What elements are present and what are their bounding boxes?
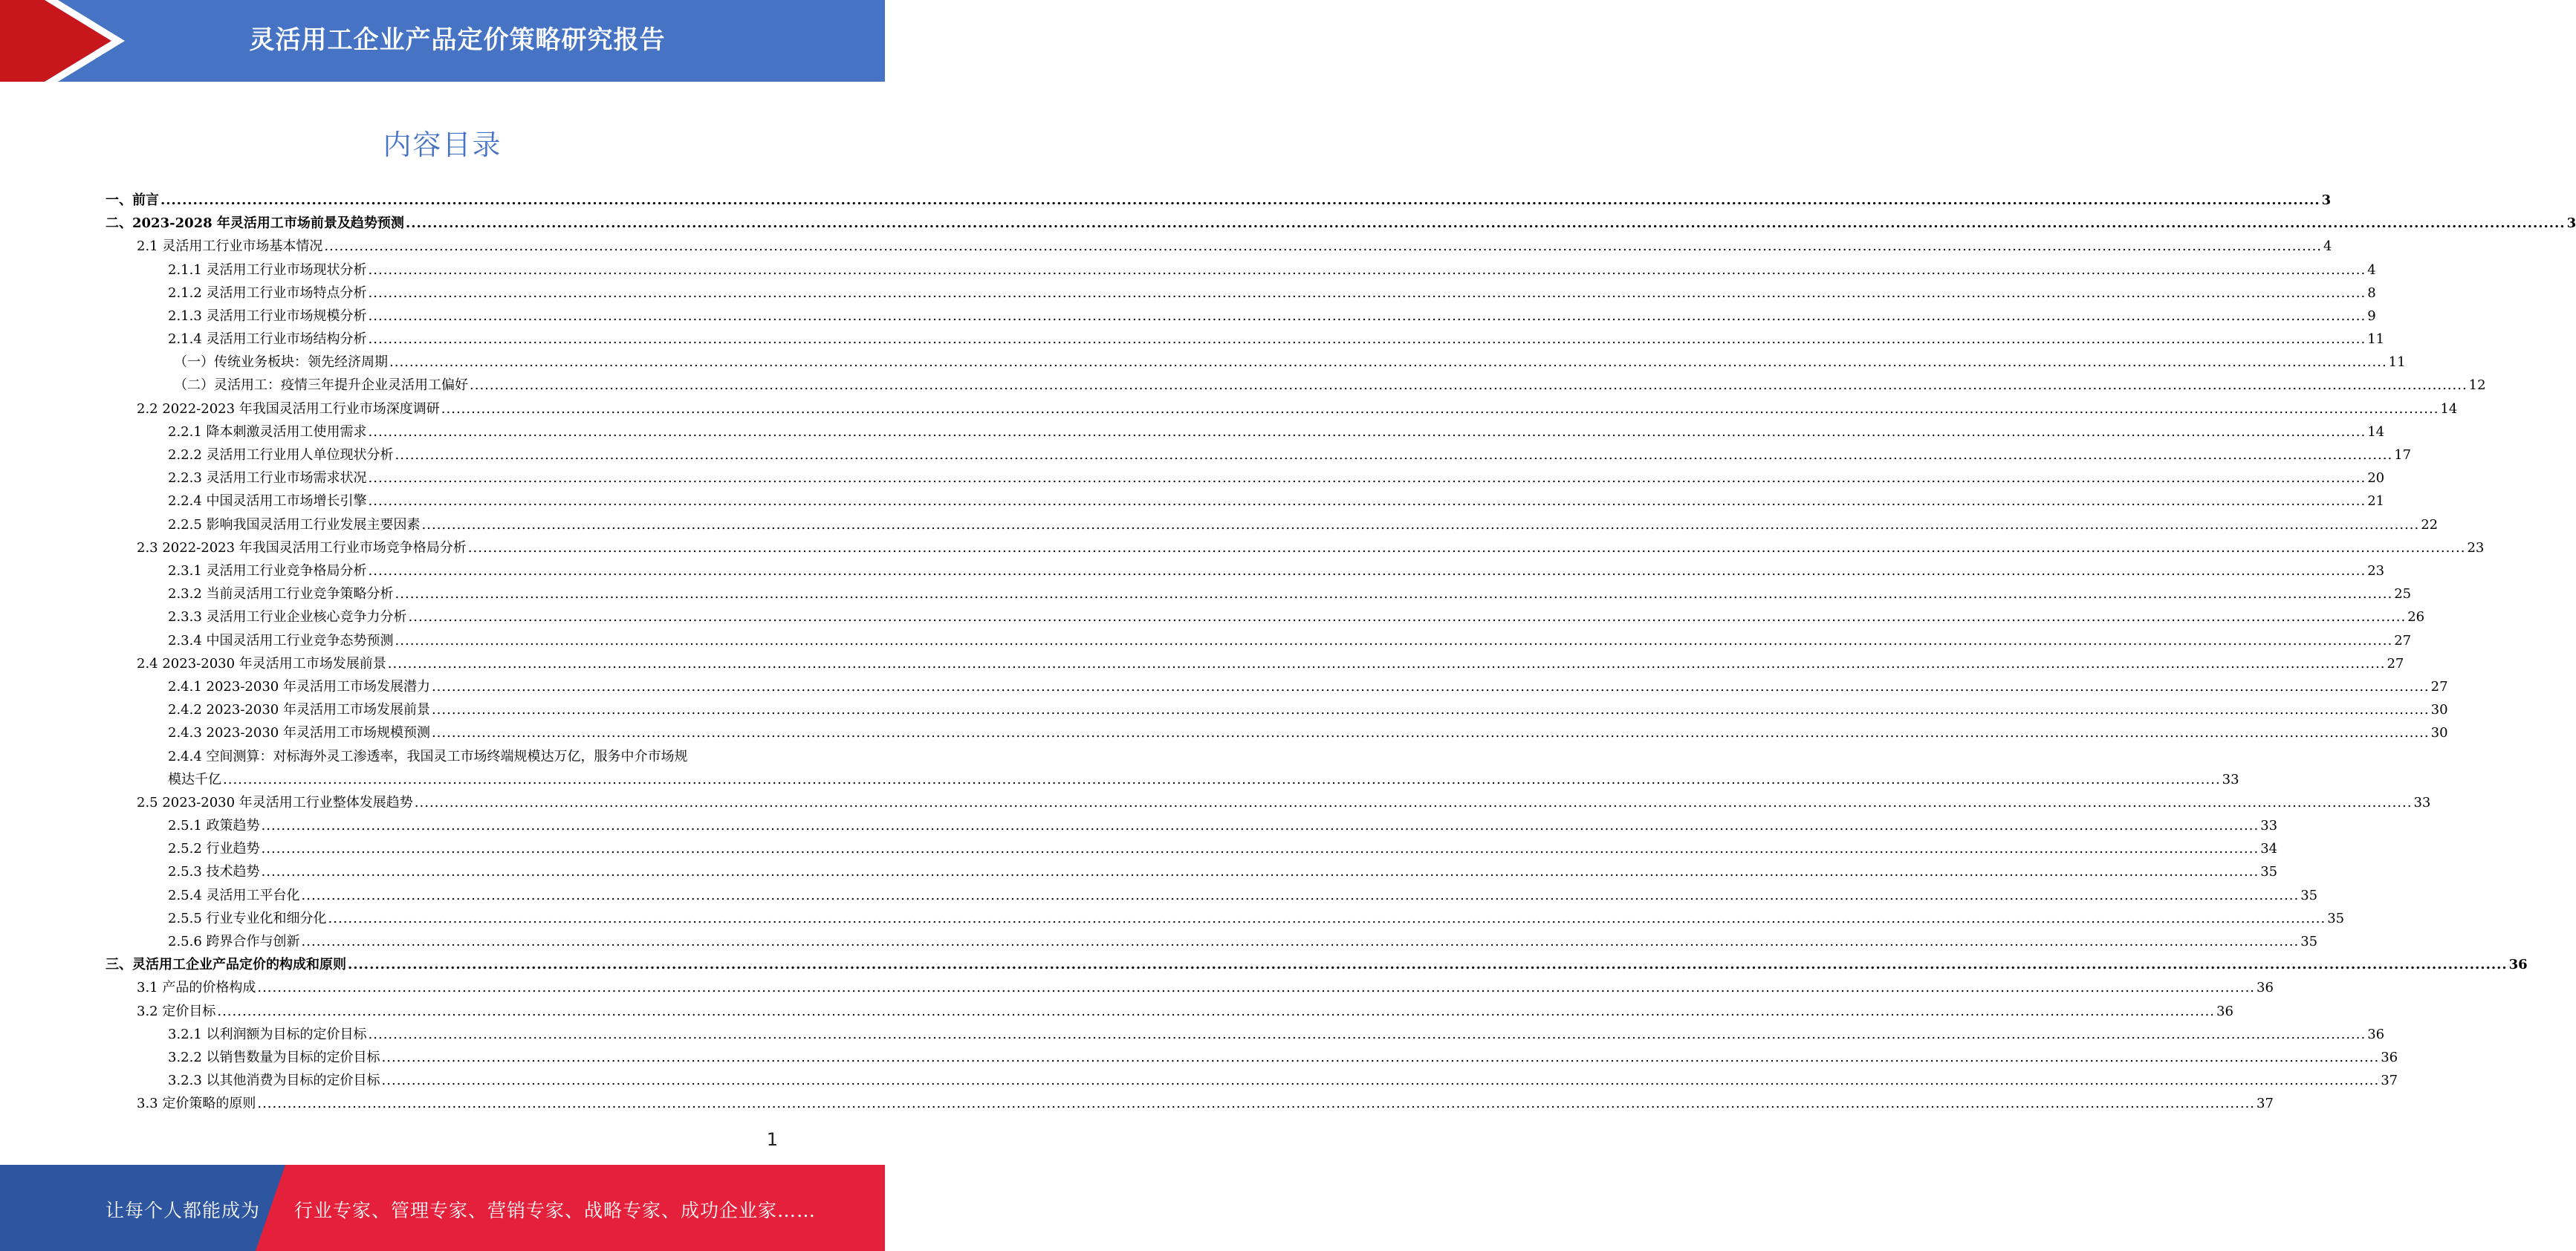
toc-entry-text: 2.1.2 灵活用工行业市场特点分析 (168, 285, 367, 301)
toc-entry-text: 2.2 2022-2023 年我国灵活用工行业市场深度调研 (137, 400, 440, 417)
toc-entry[interactable] (106, 629, 2412, 652)
toc-entry[interactable] (106, 536, 2485, 559)
toc-entry-text: 2.1.4 灵活用工行业市场结构分析 (168, 331, 367, 348)
toc-entry[interactable] (106, 582, 2412, 605)
footer-slogan-right: 行业专家、管理专家、营销专家、战略专家、成功企业家…… (294, 1200, 817, 1221)
toc-page-number: 3 (2321, 192, 2332, 208)
toc-dot-leader: ................................................................................................................................................................................................................................................................................................................................................................................................................ (441, 400, 2439, 417)
toc-entry-text: 3.2 定价目标 (137, 1003, 216, 1019)
toc-dot-leader: ................................................................................................................................................................................................................................................................................................................................................................................................................ (324, 238, 2323, 255)
toc-dot-leader: ................................................................................................................................................................................................................................................................................................................................................................................................................ (395, 632, 2393, 649)
toc-entry-text: 2.3.1 灵活用工行业竞争格局分析 (168, 562, 367, 579)
toc-page-number: 11 (2388, 354, 2406, 371)
toc-dot-leader: ................................................................................................................................................................................................................................................................................................................................................................................................................ (414, 794, 2413, 810)
toc-entry-text: 2.5.1 政策趋势 (168, 818, 260, 834)
toc-entry[interactable] (106, 605, 2425, 628)
toc-page-number: 36 (2216, 1003, 2233, 1019)
toc-entry-text: 2.2.1 降本刺激灵活用工使用需求 (168, 423, 367, 440)
toc-dot-leader: ................................................................................................................................................................................................................................................................................................................................................................................................................ (368, 308, 2366, 324)
toc-entry-text: 2.4.4 空间测算：对标海外灵工渗透率，我国灵工市场终端规模达万亿，服务中介市场规 (168, 748, 688, 764)
toc-entry[interactable] (106, 1023, 2385, 1046)
toc-page-number: 20 (2367, 470, 2385, 487)
toc-entry[interactable] (106, 467, 2385, 490)
toc-dot-leader: ................................................................................................................................................................................................................................................................................................................................................................................................................ (160, 192, 2320, 208)
toc-entry[interactable] (106, 420, 2385, 443)
toc-entry-text: 3.1 产品的价格构成 (137, 980, 256, 996)
toc-dot-leader: ................................................................................................................................................................................................................................................................................................................................................................................................................ (395, 447, 2393, 464)
toc-entry-text: 2.3.4 中国灵活用工行业竞争态势预测 (168, 632, 394, 649)
toc-dot-leader: ................................................................................................................................................................................................................................................................................................................................................................................................................ (395, 586, 2393, 602)
toc-dot-leader: ................................................................................................................................................................................................................................................................................................................................................................................................................ (368, 285, 2366, 301)
toc-dot-leader: ................................................................................................................................................................................................................................................................................................................................................................................................................ (223, 771, 2221, 787)
toc-page-number: 30 (2430, 702, 2448, 718)
toc-entry-text: 2.5.3 技术趋势 (168, 864, 260, 880)
toc-entry-text: 2.4.2 2023-2030 年灵活用工市场发展前景 (168, 702, 430, 718)
toc-entry-text: 2.5.2 行业趋势 (168, 841, 260, 857)
toc-entry[interactable] (106, 328, 2385, 351)
toc-dot-leader: ................................................................................................................................................................................................................................................................................................................................................................................................................ (368, 331, 2366, 348)
toc-heading: 内容目录 (383, 129, 502, 161)
toc-page-number: 27 (2387, 655, 2404, 672)
toc-entry[interactable] (106, 235, 2332, 258)
toc-page-number: 30 (2430, 725, 2448, 741)
toc-page-number: 4 (2323, 238, 2332, 255)
toc-entry[interactable] (106, 675, 2448, 698)
toc-dot-leader: ................................................................................................................................................................................................................................................................................................................................................................................................................ (368, 423, 2366, 440)
toc-dot-leader: ................................................................................................................................................................................................................................................................................................................................................................................................................ (431, 725, 2430, 741)
toc-entry[interactable] (106, 652, 2404, 675)
toc-entry-text: 3.2.2 以销售数量为目标的定价目标 (168, 1049, 380, 1065)
toc-dot-leader: ................................................................................................................................................................................................................................................................................................................................................................................................................ (389, 354, 2387, 371)
toc-page-number: 33 (2260, 818, 2278, 834)
toc-page-number: 26 (2407, 609, 2425, 626)
toc-dot-leader: ................................................................................................................................................................................................................................................................................................................................................................................................................ (368, 470, 2366, 487)
toc-dot-leader: ................................................................................................................................................................................................................................................................................................................................................................................................................ (421, 516, 2420, 533)
toc-entry[interactable] (106, 513, 2439, 536)
toc-dot-leader: ................................................................................................................................................................................................................................................................................................................................................................................................................ (368, 493, 2366, 510)
toc-entry[interactable] (106, 259, 2376, 282)
toc-entry-text: 二、2023-2028 年灵活用工市场前景及趋势预测 (106, 215, 404, 232)
toc-page-number: 27 (2394, 632, 2412, 649)
toc-entry[interactable] (106, 1092, 2274, 1115)
toc-entry-text: 2.4.3 2023-2030 年灵活用工市场规模预测 (168, 725, 430, 741)
toc-dot-leader: ................................................................................................................................................................................................................................................................................................................................................................................................................ (217, 1003, 2216, 1019)
toc-dot-leader: ................................................................................................................................................................................................................................................................................................................................................................................................................ (431, 702, 2430, 718)
toc-page-number: 36 (2508, 957, 2528, 973)
toc-entry-text: 2.3.3 灵活用工行业企业核心竞争力分析 (168, 609, 407, 626)
toc-dot-leader: ................................................................................................................................................................................................................................................................................................................................................................................................................ (431, 678, 2430, 695)
toc-entry[interactable] (106, 976, 2274, 999)
toc-dot-leader: ................................................................................................................................................................................................................................................................................................................................................................................................................ (261, 818, 2259, 834)
toc-entry-text: 2.2.5 影响我国灵活用工行业发展主要因素 (168, 516, 421, 533)
toc-dot-leader: ................................................................................................................................................................................................................................................................................................................................................................................................................ (261, 864, 2259, 880)
toc-entry[interactable] (106, 559, 2385, 582)
toc-dot-leader: ................................................................................................................................................................................................................................................................................................................................................................................................................ (405, 215, 2566, 232)
toc-entry[interactable] (106, 698, 2448, 721)
toc-entry-text: 3.3 定价策略的原则 (137, 1096, 256, 1112)
toc-dot-leader: ................................................................................................................................................................................................................................................................................................................................................................................................................ (368, 261, 2366, 278)
toc-page-number: 21 (2367, 493, 2385, 510)
toc-entry[interactable] (106, 305, 2376, 328)
toc-page-number: 35 (2260, 864, 2278, 880)
toc-page-number: 33 (2222, 771, 2239, 787)
toc-page-number: 9 (2367, 308, 2376, 324)
toc-page-number: 35 (2300, 933, 2318, 949)
toc-page-number: 8 (2367, 285, 2376, 301)
toc-entry[interactable] (106, 1046, 2398, 1069)
toc-dot-leader: ................................................................................................................................................................................................................................................................................................................................................................................................................ (408, 609, 2407, 626)
table-of-contents (106, 189, 2576, 1116)
toc-page-number: 37 (2381, 1073, 2398, 1089)
toc-entry[interactable] (106, 490, 2385, 513)
toc-dot-leader: ................................................................................................................................................................................................................................................................................................................................................................................................................ (470, 377, 2468, 394)
toc-dot-leader: ................................................................................................................................................................................................................................................................................................................................................................................................................ (301, 933, 2300, 949)
toc-entry-text: （一）传统业务板块：领先经济周期 (174, 354, 388, 371)
toc-entry-text-continued: 模达千亿 (168, 771, 221, 787)
toc-entry-text: 2.5.4 灵活用工平台化 (168, 887, 300, 903)
toc-dot-leader: ................................................................................................................................................................................................................................................................................................................................................................................................................ (348, 957, 2508, 973)
toc-entry-text: 2.5.6 跨界合作与创新 (168, 933, 300, 949)
toc-page-number: 35 (2300, 887, 2318, 903)
toc-entry[interactable] (106, 189, 2332, 212)
toc-page-number: 23 (2467, 539, 2485, 556)
toc-page-number: 36 (2367, 1026, 2385, 1042)
toc-entry[interactable] (106, 907, 2345, 930)
toc-dot-leader: ................................................................................................................................................................................................................................................................................................................................................................................................................ (381, 1073, 2380, 1089)
toc-page-number: 11 (2367, 331, 2385, 348)
toc-page-number: 12 (2468, 377, 2486, 394)
toc-entry-text: 2.4.1 2023-2030 年灵活用工市场发展潜力 (168, 678, 430, 695)
footer-banner (0, 1165, 885, 1251)
toc-entry[interactable] (106, 212, 2576, 235)
toc-entry-text: （二）灵活用工：疫情三年提升企业灵活用工偏好 (174, 377, 468, 394)
toc-dot-leader: ................................................................................................................................................................................................................................................................................................................................................................................................................ (368, 562, 2366, 579)
report-title: 灵活用工企业产品定价策略研究报告 (249, 25, 666, 55)
toc-dot-leader: ................................................................................................................................................................................................................................................................................................................................................................................................................ (381, 1049, 2380, 1065)
toc-dot-leader: ................................................................................................................................................................................................................................................................................................................................................................................................................ (301, 887, 2300, 903)
toc-page-number: 17 (2394, 447, 2412, 464)
footer-slogan-left: 让每个人都能成为 (106, 1200, 261, 1221)
toc-entry-text: 2.2.3 灵活用工行业市场需求状况 (168, 470, 367, 487)
toc-page-number: 14 (2367, 423, 2385, 440)
toc-page-number: 37 (2257, 1096, 2274, 1112)
toc-entry-text: 一、前言 (106, 192, 159, 208)
toc-entry-text: 3.2.3 以其他消费为目标的定价目标 (168, 1073, 380, 1089)
toc-page-number: 35 (2327, 910, 2345, 926)
toc-page-number: 33 (2413, 794, 2431, 810)
toc-entry[interactable] (106, 860, 2278, 883)
toc-dot-leader: ................................................................................................................................................................................................................................................................................................................................................................................................................ (387, 655, 2386, 672)
toc-entry[interactable] (106, 1000, 2233, 1023)
toc-entry-text: 2.3.2 当前灵活用工行业竞争策略分析 (168, 586, 394, 602)
toc-page-number: 36 (2257, 980, 2274, 996)
toc-page-number: 3 (2566, 215, 2576, 232)
toc-entry-text: 3.2.1 以利润额为目标的定价目标 (168, 1026, 367, 1042)
toc-entry-text: 2.1.3 灵活用工行业市场规模分析 (168, 308, 367, 324)
toc-entry-text: 2.4 2023-2030 年灵活用工市场发展前景 (137, 655, 386, 672)
toc-entry[interactable] (106, 884, 2318, 907)
toc-entry[interactable] (106, 443, 2412, 467)
toc-page-number: 36 (2381, 1049, 2398, 1065)
toc-entry-text: 2.5.5 行业专业化和细分化 (168, 910, 327, 926)
toc-page-number: 27 (2430, 678, 2448, 695)
toc-entry-text: 三、灵活用工企业产品定价的构成和原则 (106, 957, 346, 973)
toc-entry[interactable] (106, 791, 2431, 814)
toc-dot-leader: ................................................................................................................................................................................................................................................................................................................................................................................................................ (368, 1026, 2366, 1042)
toc-entry[interactable] (106, 1069, 2398, 1092)
toc-dot-leader: ................................................................................................................................................................................................................................................................................................................................................................................................................ (257, 980, 2256, 996)
toc-dot-leader: ................................................................................................................................................................................................................................................................................................................................................................................................................ (261, 841, 2259, 857)
toc-entry[interactable] (106, 814, 2278, 837)
toc-page-number: 34 (2260, 841, 2278, 857)
toc-entry-text: 2.1.1 灵活用工行业市场现状分析 (168, 261, 367, 278)
toc-entry[interactable] (106, 745, 2239, 791)
toc-page-number: 4 (2367, 261, 2376, 278)
toc-entry[interactable] (106, 953, 2528, 976)
toc-entry-text: 2.3 2022-2023 年我国灵活用工行业市场竞争格局分析 (137, 539, 467, 556)
toc-entry[interactable] (106, 837, 2278, 860)
toc-entry-text: 2.5 2023-2030 年灵活用工行业整体发展趋势 (137, 794, 413, 810)
toc-dot-leader: ................................................................................................................................................................................................................................................................................................................................................................................................................ (257, 1096, 2256, 1112)
toc-entry[interactable] (106, 397, 2458, 420)
toc-page-number: 25 (2394, 586, 2412, 602)
toc-entry[interactable] (106, 282, 2376, 305)
header-banner (0, 0, 885, 82)
toc-entry[interactable] (106, 351, 2406, 374)
toc-dot-leader: ................................................................................................................................................................................................................................................................................................................................................................................................................ (328, 910, 2326, 926)
toc-dot-leader: ................................................................................................................................................................................................................................................................................................................................................................................................................ (467, 539, 2466, 556)
toc-entry[interactable] (106, 930, 2318, 953)
toc-page-number: 23 (2367, 562, 2385, 579)
toc-page-number: 14 (2440, 400, 2458, 417)
page-number: 1 (766, 1129, 778, 1150)
toc-entry[interactable] (106, 721, 2448, 744)
toc-entry-text: 2.1 灵活用工行业市场基本情况 (137, 238, 323, 255)
toc-page-number: 22 (2421, 516, 2439, 533)
toc-entry-text: 2.2.4 中国灵活用工市场增长引擎 (168, 493, 367, 510)
toc-entry-text: 2.2.2 灵活用工行业用人单位现状分析 (168, 447, 394, 464)
toc-entry[interactable] (106, 374, 2486, 397)
